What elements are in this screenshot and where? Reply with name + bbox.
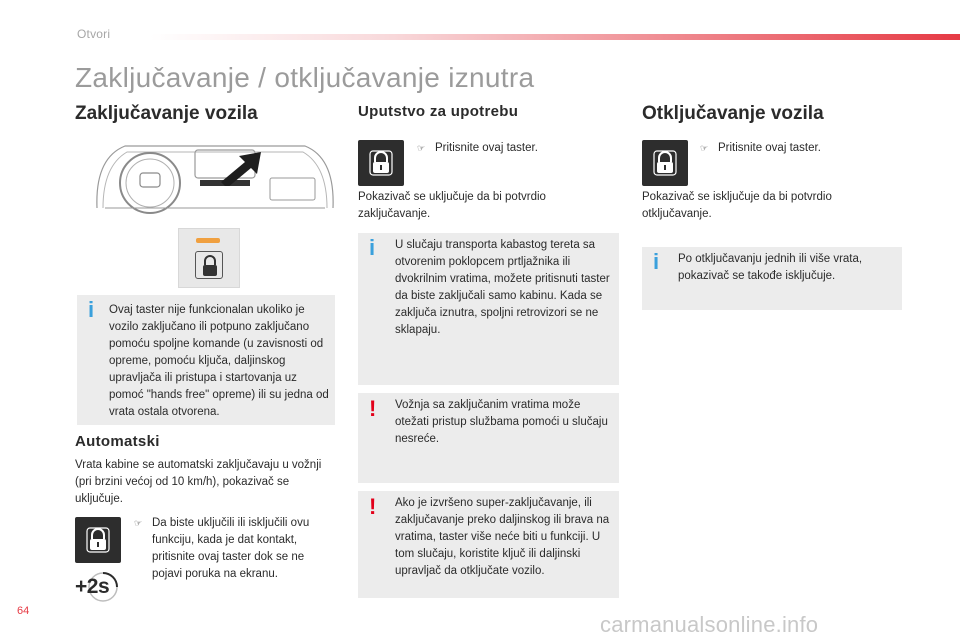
- header-divider: [150, 34, 960, 40]
- bullet-arrow-icon: ☞: [134, 518, 143, 528]
- info-icon: i: [369, 235, 376, 260]
- watermark: carmanualsonline.info: [600, 612, 819, 637]
- auto-instruction: Da biste uključili ili isključili ovu funkciju, kada je dat kontakt, pritisnite ovaj taster dok se ne pojavi poruka na ekranu.: [152, 517, 310, 580]
- page-title: Zaključavanje / otključavanje iznutra: [75, 62, 535, 93]
- lock-icon: [642, 140, 688, 186]
- info-icon: i: [653, 249, 660, 274]
- instruction-text: Pritisnite ovaj taster.: [435, 142, 538, 154]
- lock-button-middle[interactable]: [358, 140, 404, 186]
- indicator-text: Pokazivač se isključuje da bi potvrdio otključavanje.: [642, 191, 832, 220]
- warning-box-driving: [358, 393, 619, 483]
- info-box-locking: [77, 295, 335, 425]
- info-text: Ovaj taster nije funkcionalan ukoliko je vozilo zaključano ili potpuno zaključano pomoću spoljne komande (u zavisnosti od opreme, pomoću ključa, daljinskog upravljača ili pristupa i startovanja uz pomoć "hands free" opreme) ili su jedna od vrata ostala otvorena.: [109, 304, 329, 418]
- info-text: Po otključavanju jednih ili više vrata, pokazivač se takođe isključuje.: [678, 253, 863, 282]
- lock-icon: [75, 517, 121, 563]
- heading-locking: Zaključavanje vozila: [75, 103, 258, 124]
- auto-text: Vrata kabine se automatski zaključavaju u vožnji (pri brzini većoj od 10 km/h), pokazivač se uključuje.: [75, 459, 322, 505]
- info-text: U slučaju transporta kabastog tereta sa otvorenim poklopcem prtljažnika ili dvokrilnim vratima, možete pritisnuti taster da biste zaključali samo kabinu. Kada se zaključa iznutra, spoljni retrovizori se ne sklapaju.: [395, 239, 610, 336]
- warning-icon: !: [369, 396, 377, 421]
- warning-text: Ako je izvršeno super-zaključavanje, ili zaključavanje preko daljinskog ili brava na vratima, taster više neće biti u funkciji. U tom slučaju, koristite ključ ili daljinski upravljač da otključate vozilo.: [395, 497, 610, 577]
- indicator-light: [196, 238, 220, 243]
- heading-instructions: Uputstvo za upotrebu: [358, 103, 519, 120]
- heading-automatic: Automatski: [75, 433, 160, 450]
- warning-text: Vožnja sa zaključanim vratima može otežati pristup službama pomoći u slučaju nesreće.: [395, 399, 608, 445]
- lock-button-illustration: [178, 228, 240, 288]
- arrow-icon: [215, 148, 269, 186]
- plus-2s-label: +2s: [75, 575, 110, 598]
- instruction-text: Pritisnite ovaj taster.: [718, 142, 821, 154]
- info-box-transport: [358, 233, 619, 385]
- info-icon: i: [88, 297, 95, 322]
- warning-icon: !: [369, 494, 377, 519]
- heading-unlocking: Otključavanje vozila: [642, 103, 824, 124]
- bullet-arrow-icon: ☞: [700, 143, 709, 153]
- section-header: Otvori: [77, 27, 111, 41]
- timer-icon: [75, 570, 121, 604]
- page-number: 64: [17, 605, 30, 617]
- bullet-arrow-icon: ☞: [417, 143, 426, 153]
- info-box-unlocking: [642, 247, 902, 310]
- lock-icon: [358, 140, 404, 186]
- lock-button[interactable]: [75, 517, 121, 563]
- warning-box-super-lock: [358, 491, 619, 598]
- lock-icon: [195, 251, 223, 279]
- indicator-text: Pokazivač se uključuje da bi potvrdio zaključavanje.: [358, 191, 546, 220]
- unlock-button[interactable]: [642, 140, 688, 186]
